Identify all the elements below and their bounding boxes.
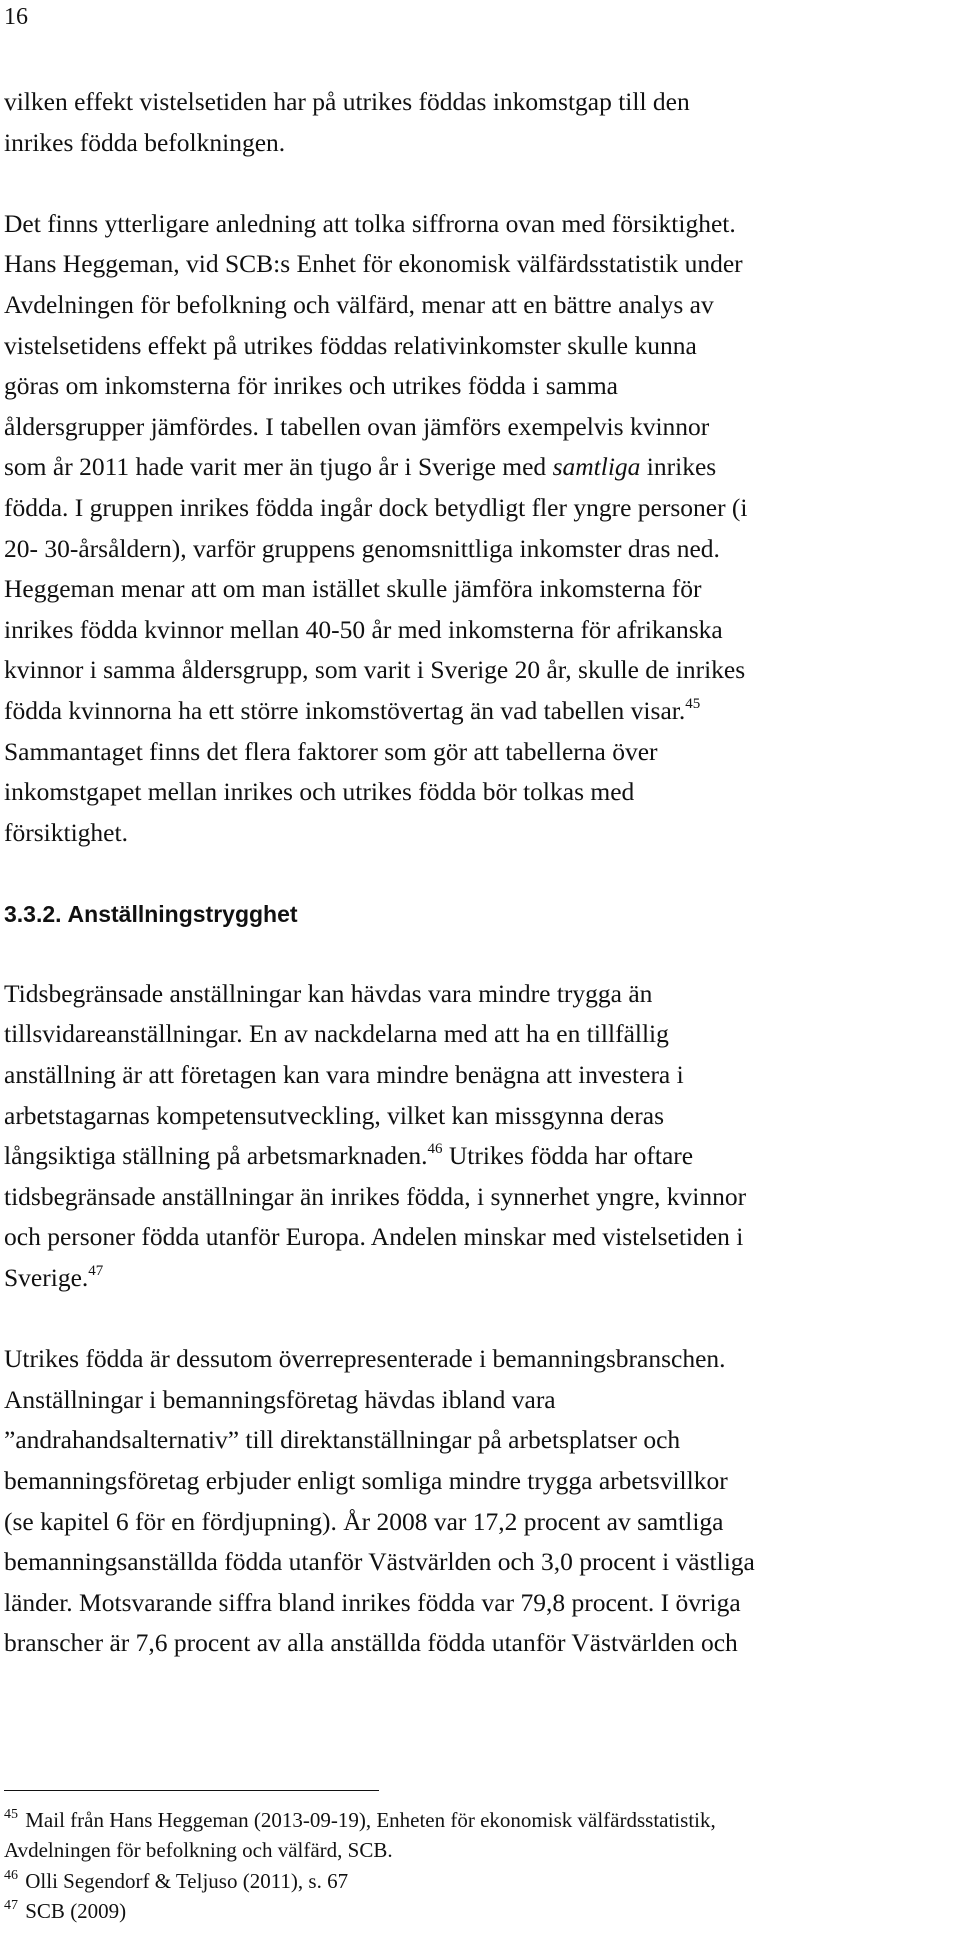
text-line: [4, 1136, 956, 1177]
footnote-ref[interactable]: 46: [427, 1141, 443, 1158]
text-line: tidsbegränsade anställningar än inrikes födda, i synnerhet yngre, kvinnor: [4, 1181, 747, 1211]
text-line: Hans Heggeman, vid SCB:s Enhet för ekonomisk välfärdsstatistik under: [4, 249, 743, 279]
paragraph: [4, 204, 956, 854]
text-line: anställning är att företagen kan vara mindre benägna att investera i: [4, 1060, 684, 1090]
text-line: 20- 30-årsåldern), varför gruppens genomsnittliga inkomster dras ned.: [4, 533, 720, 563]
text-line: branscher är 7,6 procent av alla anställda födda utanför Västvärlden och: [4, 1628, 738, 1658]
paragraph: [4, 82, 956, 163]
footnote-number: 45: [4, 1807, 18, 1822]
text-span: Sverige.: [4, 1263, 89, 1293]
emphasized-text: samtliga: [552, 452, 641, 482]
text-line: göras om inkomsterna för inrikes och utrikes födda i samma: [4, 371, 618, 401]
text-line: Anställningar i bemanningsföretag hävdas ibland vara: [4, 1384, 556, 1414]
text-line: inkomstgapet mellan inrikes och utrikes födda bör tolkas med: [4, 777, 635, 807]
text-line: [4, 691, 956, 732]
text-line: (se kapitel 6 för en fördjupning). År 2008 var 17,2 procent av samtliga: [4, 1506, 724, 1536]
text-line: vistelsetidens effekt på utrikes föddas relativinkomster skulle kunna: [4, 330, 697, 360]
text-line: Avdelningen för befolkning och välfärd, menar att en bättre analys av: [4, 289, 714, 319]
text-line: ”andrahandsalternativ” till direktanställningar på arbetsplatser och: [4, 1425, 681, 1455]
text-line: tillsvidareanställningar. En av nackdelarna med att ha en tillfällig: [4, 1019, 669, 1049]
text-line: födda. I gruppen inrikes födda ingår dock betydligt fler yngre personer (i: [4, 492, 748, 522]
text-line: länder. Motsvarande siffra bland inrikes födda var 79,8 procent. I övriga: [4, 1587, 741, 1617]
text-line: inrikes födda kvinnor mellan 40-50 år med inkomsterna för afrikanska: [4, 614, 723, 644]
footnote-text: Mail från Hans Heggeman (2013-09-19), Enheten för ekonomisk välfärdsstatistik,: [25, 1808, 716, 1832]
text-span: som år 2011 hade varit mer än tjugo år i Sverige med: [4, 452, 553, 482]
text-line: kvinnor i samma åldersgrupp, som varit i Sverige 20 år, skulle de inrikes: [4, 655, 746, 685]
footnote-number: 47: [4, 1898, 18, 1914]
text-line: Tidsbegränsade anställningar kan hävdas vara mindre trygga än: [4, 978, 653, 1008]
text-span: Utrikes födda har oftare: [442, 1141, 694, 1171]
text-line: åldersgrupper jämfördes. I tabellen ovan jämförs exempelvis kvinnor: [4, 411, 710, 441]
footnote-ref[interactable]: 45: [685, 695, 701, 712]
text-line: försiktighet.: [4, 817, 128, 847]
paragraph: [4, 974, 956, 1299]
text-line: Sammantaget finns det flera faktorer som gör att tabellerna över: [4, 736, 658, 766]
text-line: [4, 1258, 956, 1299]
footnote-text: SCB (2009): [25, 1899, 127, 1924]
text-line: bemanningsföretag erbjuder enligt somliga mindre trygga arbetsvillkor: [4, 1466, 728, 1495]
text-span: långsiktiga ställning på arbetsmarknaden.: [4, 1141, 428, 1171]
text-span: födda kvinnorna ha ett större inkomstövertag än vad tabellen visar.: [4, 695, 686, 725]
text-line: Det finns ytterligare anledning att tolka siffrorna ovan med försiktighet.: [4, 208, 736, 238]
section-heading: [4, 894, 956, 934]
text-line: arbetstagarnas kompetensutveckling, vilket kan missgynna deras: [4, 1100, 664, 1130]
text-line: Utrikes födda är dessutom överrepresenterade i bemanningsbranschen.: [4, 1344, 726, 1374]
paragraph: [4, 1339, 956, 1664]
footnote-number: 46: [4, 1867, 18, 1883]
text-line: Heggeman menar att om man istället skulle jämföra inkomsterna för: [4, 574, 702, 604]
section-title: Anställningstrygghet: [67, 900, 298, 927]
text-line: inrikes födda befolkningen.: [4, 127, 286, 157]
text-line: och personer födda utanför Europa. Andelen minskar med vistelsetiden i: [4, 1222, 744, 1252]
text-span: inrikes: [640, 452, 717, 482]
page-number: 16: [4, 4, 28, 30]
text-line: vilken effekt vistelsetiden har på utrikes föddas inkomstgap till den: [4, 87, 690, 116]
footnote-ref[interactable]: 47: [88, 1263, 104, 1280]
footnote-continuation: Avdelningen för befolkning och välfärd, SCB.: [4, 1838, 393, 1863]
text-line: bemanningsanställda födda utanför Västvärlden och 3,0 procent i västliga: [4, 1547, 755, 1577]
footnote-divider: [4, 1790, 379, 1791]
page-body: [4, 82, 956, 1705]
section-number: 3.3.2.: [4, 900, 62, 927]
footnote-46: [4, 1866, 956, 1896]
footnotes: [4, 1790, 956, 1927]
text-line: [4, 447, 956, 488]
footnote-text: Olli Segendorf & Teljuso (2011), s. 67: [25, 1868, 349, 1893]
footnote-47: [4, 1896, 956, 1926]
footnote-45: [4, 1805, 956, 1835]
